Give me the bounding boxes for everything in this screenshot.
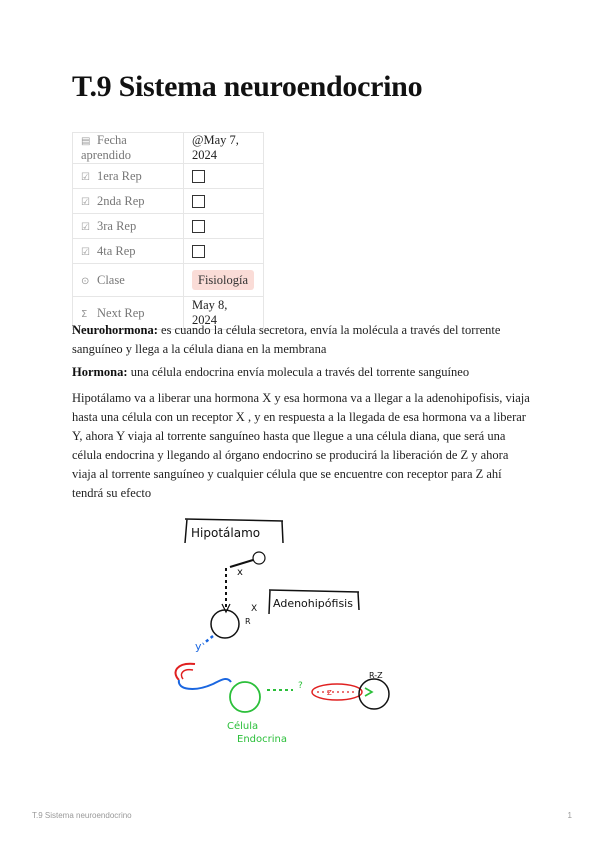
select-icon: ⊙ — [81, 275, 90, 287]
formula-icon: Σ — [81, 308, 88, 320]
checkbox-property-icon: ☑ — [81, 221, 90, 233]
paragraph-neurohormona: Neurohormona: es cuando la célula secretora, envía la molécula a través del torrente sanguíneo y llega a la célula diana en la membrana — [72, 323, 501, 356]
footer-doc-title: T.9 Sistema neuroendocrino — [32, 811, 132, 820]
sketch-label-celula: Célula — [227, 721, 259, 732]
sketch-label-rz: R-Z — [369, 671, 383, 680]
property-key: ☑ 2nda Rep — [73, 189, 184, 214]
property-value — [184, 164, 264, 189]
sketch-label-endocrina: Endocrina — [237, 734, 287, 745]
sketch-label-adenohipofisis: Adenohipófisis — [273, 597, 353, 610]
property-key: ☑ 1era Rep — [73, 164, 184, 189]
property-key: Σ Next Rep — [73, 297, 184, 330]
sketch-label-r: R — [245, 617, 251, 626]
property-row — [73, 133, 264, 164]
sketch-label-x2: X — [251, 604, 258, 614]
property-value — [184, 264, 264, 297]
rep-checkbox-3[interactable] — [192, 220, 205, 233]
neuroendocrine-sketch — [165, 512, 383, 747]
page-title: T.9 Sistema neuroendocrino — [72, 70, 423, 103]
property-value — [184, 214, 264, 239]
sketch-label-z: Z — [327, 689, 332, 697]
sketch-label-hipotalamo: Hipotálamo — [191, 526, 261, 540]
class-tag[interactable]: Fisiología — [192, 270, 254, 290]
sketch-label-y: y — [195, 640, 202, 653]
property-key: ⊙ Clase — [73, 264, 184, 297]
checkbox-property-icon: ☑ — [81, 196, 90, 208]
calendar-icon: ▤ — [81, 136, 91, 147]
page-number: 1 — [567, 811, 572, 820]
sketch-label-q: ? — [298, 681, 303, 691]
rep-checkbox-1[interactable] — [192, 170, 205, 183]
term-neurohormona: Neurohormona: — [72, 323, 158, 337]
property-key: ☑ 4ta Rep — [73, 239, 184, 264]
property-row — [73, 189, 264, 214]
sketch-label-x1: x — [237, 567, 243, 578]
property-value — [184, 189, 264, 214]
property-row — [73, 239, 264, 264]
property-key: ☑ 3ra Rep — [73, 214, 184, 239]
page-footer — [32, 811, 572, 820]
property-row — [73, 164, 264, 189]
properties-table — [72, 132, 264, 330]
checkbox-property-icon: ☑ — [81, 171, 90, 183]
property-value-date[interactable]: @May 7, 2024 — [184, 133, 264, 164]
paragraph-explanation: Hipotálamo va a liberar una hormona X y esa hormona va a llegar a la adenohipofisis, viaja hasta una célula con un receptor X , y en respuesta a la llegada de esa hormona va a liberar Y, ahora Y viaja al torrente sanguíneo hasta que llegue a una célula diana, que será una célula endocrina y llegando al órgano endocrino se producirá la liberación de Z y ahora viaja al torrente sanguíneo y cualquier célula que se encuentre con receptor para Z ahí tendrá su efecto — [72, 391, 530, 500]
property-value-next-rep: May 8, 2024 — [184, 297, 264, 330]
rep-checkbox-2[interactable] — [192, 195, 205, 208]
checkbox-property-icon: ☑ — [81, 246, 90, 258]
property-value — [184, 239, 264, 264]
paragraph-hormona: Hormona: una célula endocrina envía molecula a través del torrente sanguíneo — [72, 365, 470, 379]
term-hormona: Hormona: — [72, 365, 128, 379]
property-key: ▤ Fecha aprendido — [73, 133, 184, 164]
property-row — [73, 264, 264, 297]
property-row — [73, 214, 264, 239]
rep-checkbox-4[interactable] — [192, 245, 205, 258]
